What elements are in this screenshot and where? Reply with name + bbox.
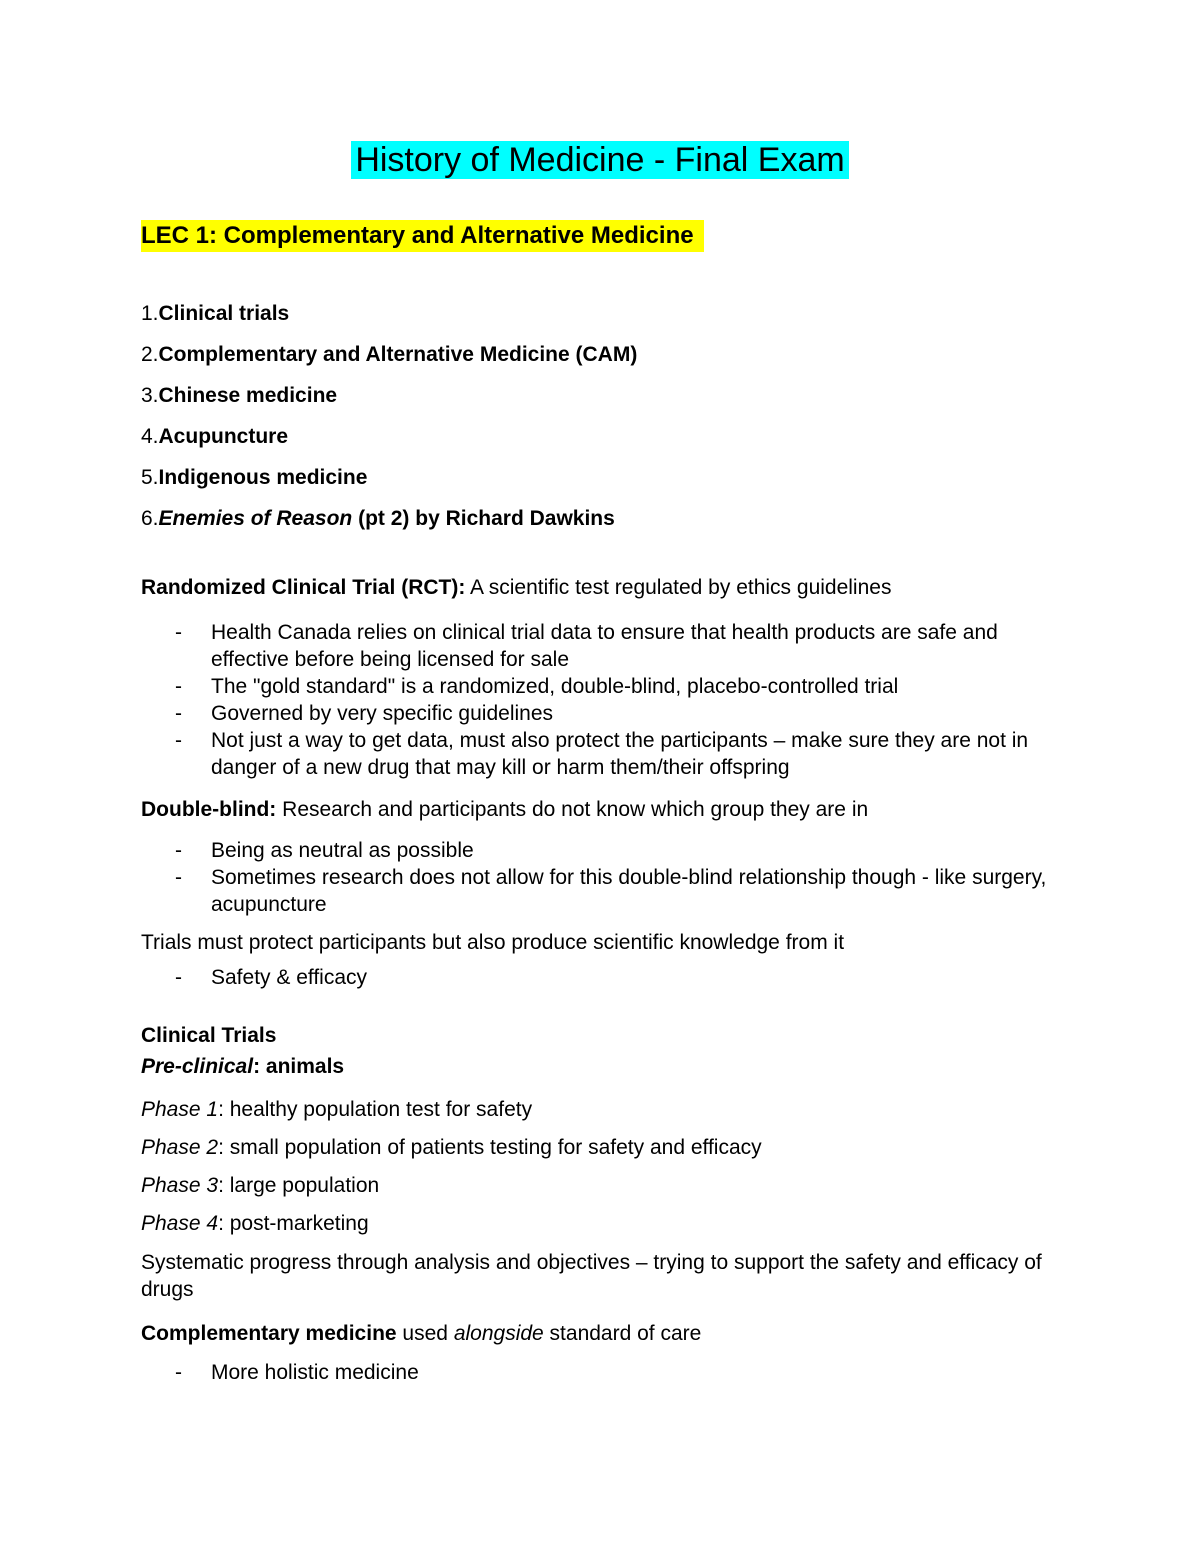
list-item: - Sometimes research does not allow for this double-blind relationship though - like surgery, acupuncture <box>141 864 1071 918</box>
rct-bullets <box>141 619 1071 781</box>
list-item: 3.Chinese medicine <box>141 384 338 407</box>
list-item: 1.Clinical trials <box>141 302 290 325</box>
trials-protect-bullets <box>141 964 1071 991</box>
list-item: - More holistic medicine <box>141 1359 1071 1386</box>
clinical-trials-heading: Clinical Trials <box>141 1024 277 1047</box>
lecture-heading: LEC 1: Complementary and Alternative Medicine <box>141 220 704 252</box>
trials-protect-section <box>141 929 1071 991</box>
list-item: 5.Indigenous medicine <box>141 466 368 489</box>
phase-line: Phase 2: small population of patients testing for safety and efficacy <box>141 1136 762 1159</box>
list-item: 2.Complementary and Alternative Medicine (CAM) <box>141 343 638 366</box>
complementary-definition: Complementary medicine used alongside standard of care <box>141 1322 702 1345</box>
clinical-trials-section <box>141 1022 1071 1303</box>
phase-line: Phase 4: post-marketing <box>141 1212 369 1235</box>
double-blind-section <box>141 796 1071 918</box>
double-blind-bullets <box>141 837 1071 918</box>
list-item: - Safety & efficacy <box>141 964 1071 991</box>
list-item: - The "gold standard" is a randomized, double-blind, placebo-controlled trial <box>141 673 1071 700</box>
topic-list <box>141 300 637 546</box>
phase-line: Phase 1: healthy population test for safety <box>141 1098 533 1121</box>
list-item: 6.Enemies of Reason (pt 2) by Richard Dawkins <box>141 507 615 530</box>
complementary-bullets <box>141 1359 1071 1386</box>
preclinical-line: Pre-clinical: animals <box>141 1055 345 1078</box>
phase-line: Phase 3: large population <box>141 1174 380 1197</box>
list-item: - Governed by very specific guidelines <box>141 700 1071 727</box>
list-item: 4.Acupuncture <box>141 425 289 448</box>
list-item: - Being as neutral as possible <box>141 837 1071 864</box>
rct-section <box>141 574 1071 781</box>
list-item: - Not just a way to get data, must also protect the participants – make sure they are not in danger of a new drug that may kill or harm them/their offspring <box>141 727 1071 781</box>
title-text: History of Medicine - Final Exam <box>351 141 848 179</box>
complementary-section <box>141 1320 1071 1386</box>
trials-protect-text: Trials must protect participants but also produce scientific knowledge from it <box>141 931 845 954</box>
list-item: - Health Canada relies on clinical trial data to ensure that health products are safe and effective before being licensed for sale <box>141 619 1071 673</box>
double-blind-definition: Double-blind: Research and participants do not know which group they are in <box>141 798 869 821</box>
rct-definition: Randomized Clinical Trial (RCT): A scientific test regulated by ethics guidelines <box>141 576 892 599</box>
clinical-trials-summary: Systematic progress through analysis and objectives – trying to support the safety and efficacy of drugs <box>141 1251 1042 1301</box>
document-title <box>0 140 1200 180</box>
